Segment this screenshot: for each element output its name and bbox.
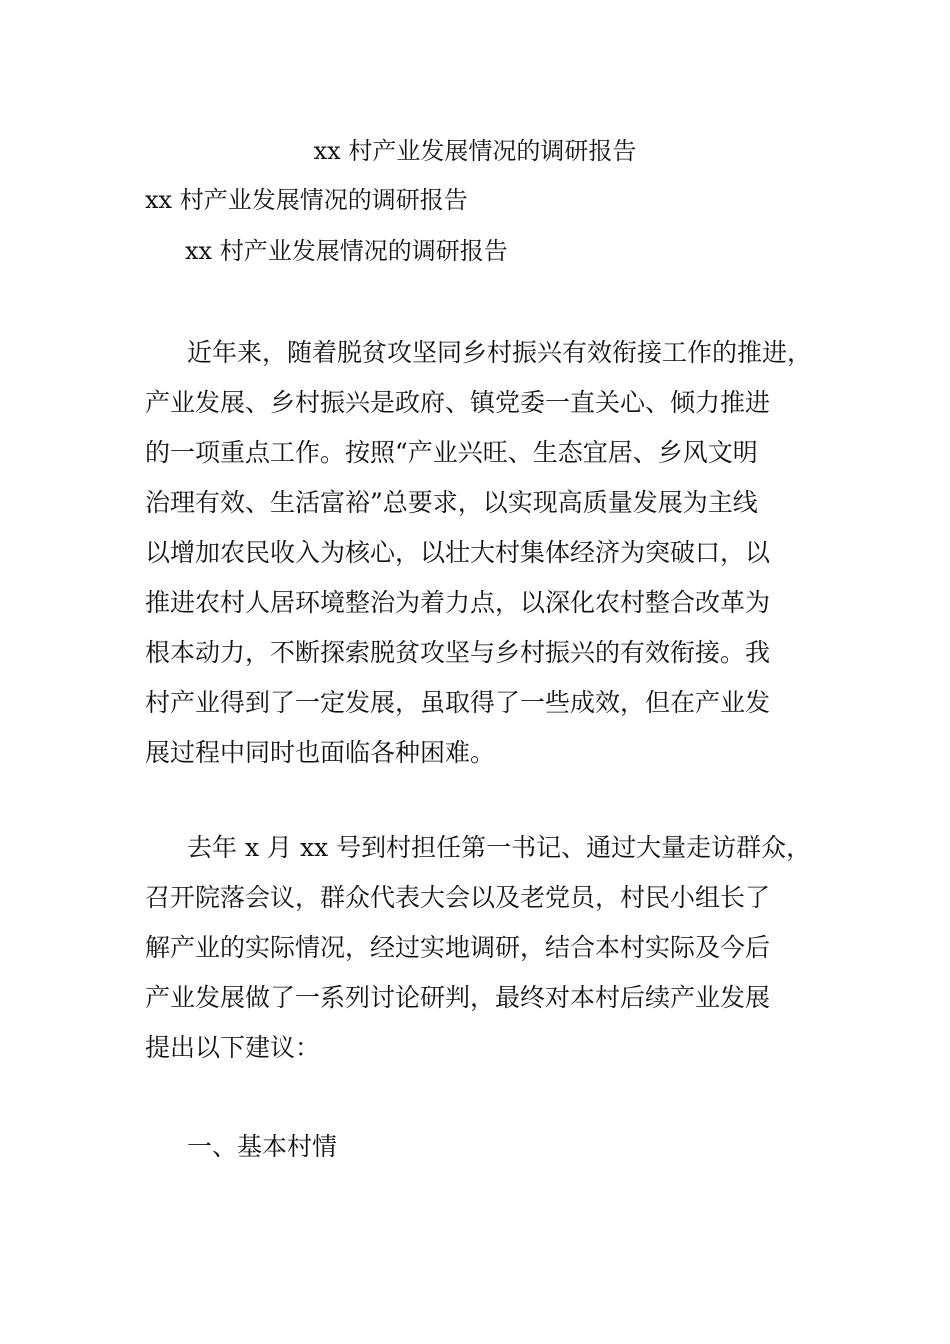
paragraph-line: 召开院落会议，群众代表大会以及老党员，村民小组长了: [145, 883, 771, 912]
paragraph-line: 去年 x 月 xx 号到村担任第一书记、通过大量走访群众，: [187, 833, 812, 862]
document-subtitle-indented: xx 村产业发展情况的调研报告: [185, 237, 508, 265]
paragraph-line: 以增加农民收入为核心，以壮大村集体经济为突破口，以: [145, 538, 771, 567]
paragraph-line: 提出以下建议：: [145, 1033, 321, 1062]
section-heading: 一、基本村情: [187, 1132, 338, 1161]
paragraph-line: 近年来，随着脱贫攻坚同乡村振兴有效衔接工作的推进，: [187, 338, 813, 367]
paragraph-investigation: [145, 823, 845, 1073]
document-subtitle: xx 村产业发展情况的调研报告: [145, 186, 468, 214]
paragraph-line: 的一项重点工作。按照“产业兴旺、生态宜居、乡风文明: [145, 438, 758, 467]
paragraph-line: 根本动力，不断探索脱贫攻坚与乡村振兴的有效衔接。我: [145, 638, 771, 667]
paragraph-intro: [145, 328, 845, 778]
paragraph-line: 产业发展、乡村振兴是政府、镇党委一直关心、倾力推进: [145, 388, 771, 417]
paragraph-line: 展过程中同时也面临各种困难。: [145, 738, 496, 767]
paragraph-line: 解产业的实际情况，经过实地调研，结合本村实际及今后: [145, 933, 771, 962]
paragraph-line: 村产业得到了一定发展，虽取得了一些成效，但在产业发: [145, 688, 771, 717]
paragraph-line: 推进农村人居环境整治为着力点，以深化农村整合改革为: [145, 588, 771, 617]
document-title: xx 村产业发展情况的调研报告: [313, 137, 637, 165]
paragraph-line: 产业发展做了一系列讨论研判，最终对本村后续产业发展: [145, 983, 771, 1012]
paragraph-line: 治理有效、生活富裕”总要求，以实现高质量发展为主线: [145, 488, 758, 517]
